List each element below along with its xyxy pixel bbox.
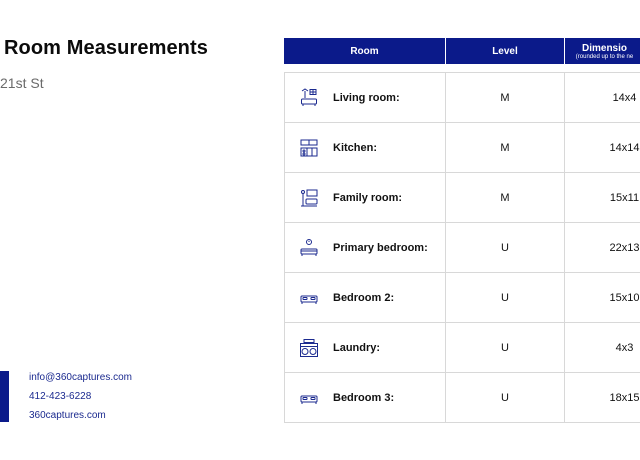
contact-website[interactable]: 360captures.com [29,410,106,421]
kitchen-icon [298,137,320,159]
table-row [284,323,640,373]
contact-email[interactable]: info@360captures.com [29,372,132,383]
room-name: Family room: [333,191,403,204]
header-room: Room [284,38,446,64]
room-level: U [446,323,565,372]
table-row [284,173,640,223]
room-level: M [446,73,565,122]
table-row [284,273,640,323]
table-row [284,73,640,123]
family-room-icon [298,187,320,209]
primary-bedroom-icon [298,237,320,259]
room-name: Bedroom 3: [333,391,395,404]
brand-logo [0,371,9,422]
table-row [284,223,640,273]
header-dimensions: Dimensio (rounded up to the ne [575,42,634,60]
table-row [284,373,640,423]
room-level: U [446,223,565,272]
table-header [284,38,640,64]
laundry-icon [298,337,320,359]
room-dimensions: 14x14 [609,141,640,154]
header-dimensions-note: (rounded up to the ne [575,53,634,60]
bed-icon [298,287,320,309]
table-row [284,123,640,173]
bed-icon [298,387,320,409]
page-title: Room Measurements [4,37,208,59]
table-body [284,72,640,423]
room-name: Primary bedroom: [333,241,428,254]
contact-phone[interactable]: 412-423-6228 [29,391,92,402]
measurements-table [284,38,640,423]
room-dimensions: 15x10 [609,291,640,304]
room-level: U [446,373,565,422]
room-dimensions: 4x3 [615,341,634,354]
room-dimensions: 14x4 [612,91,637,104]
room-name: Laundry: [333,341,381,354]
header-level: Level [446,38,565,64]
room-level: M [446,173,565,222]
living-room-icon [298,87,320,109]
property-address: 21st St [0,75,44,91]
room-name: Bedroom 2: [333,291,395,304]
room-name: Kitchen: [333,141,377,154]
room-level: U [446,273,565,322]
room-dimensions: 22x13 [609,241,640,254]
room-dimensions: 15x11 [609,191,640,204]
room-level: M [446,123,565,172]
room-name: Living room: [333,91,400,104]
room-dimensions: 18x15 [609,391,640,404]
